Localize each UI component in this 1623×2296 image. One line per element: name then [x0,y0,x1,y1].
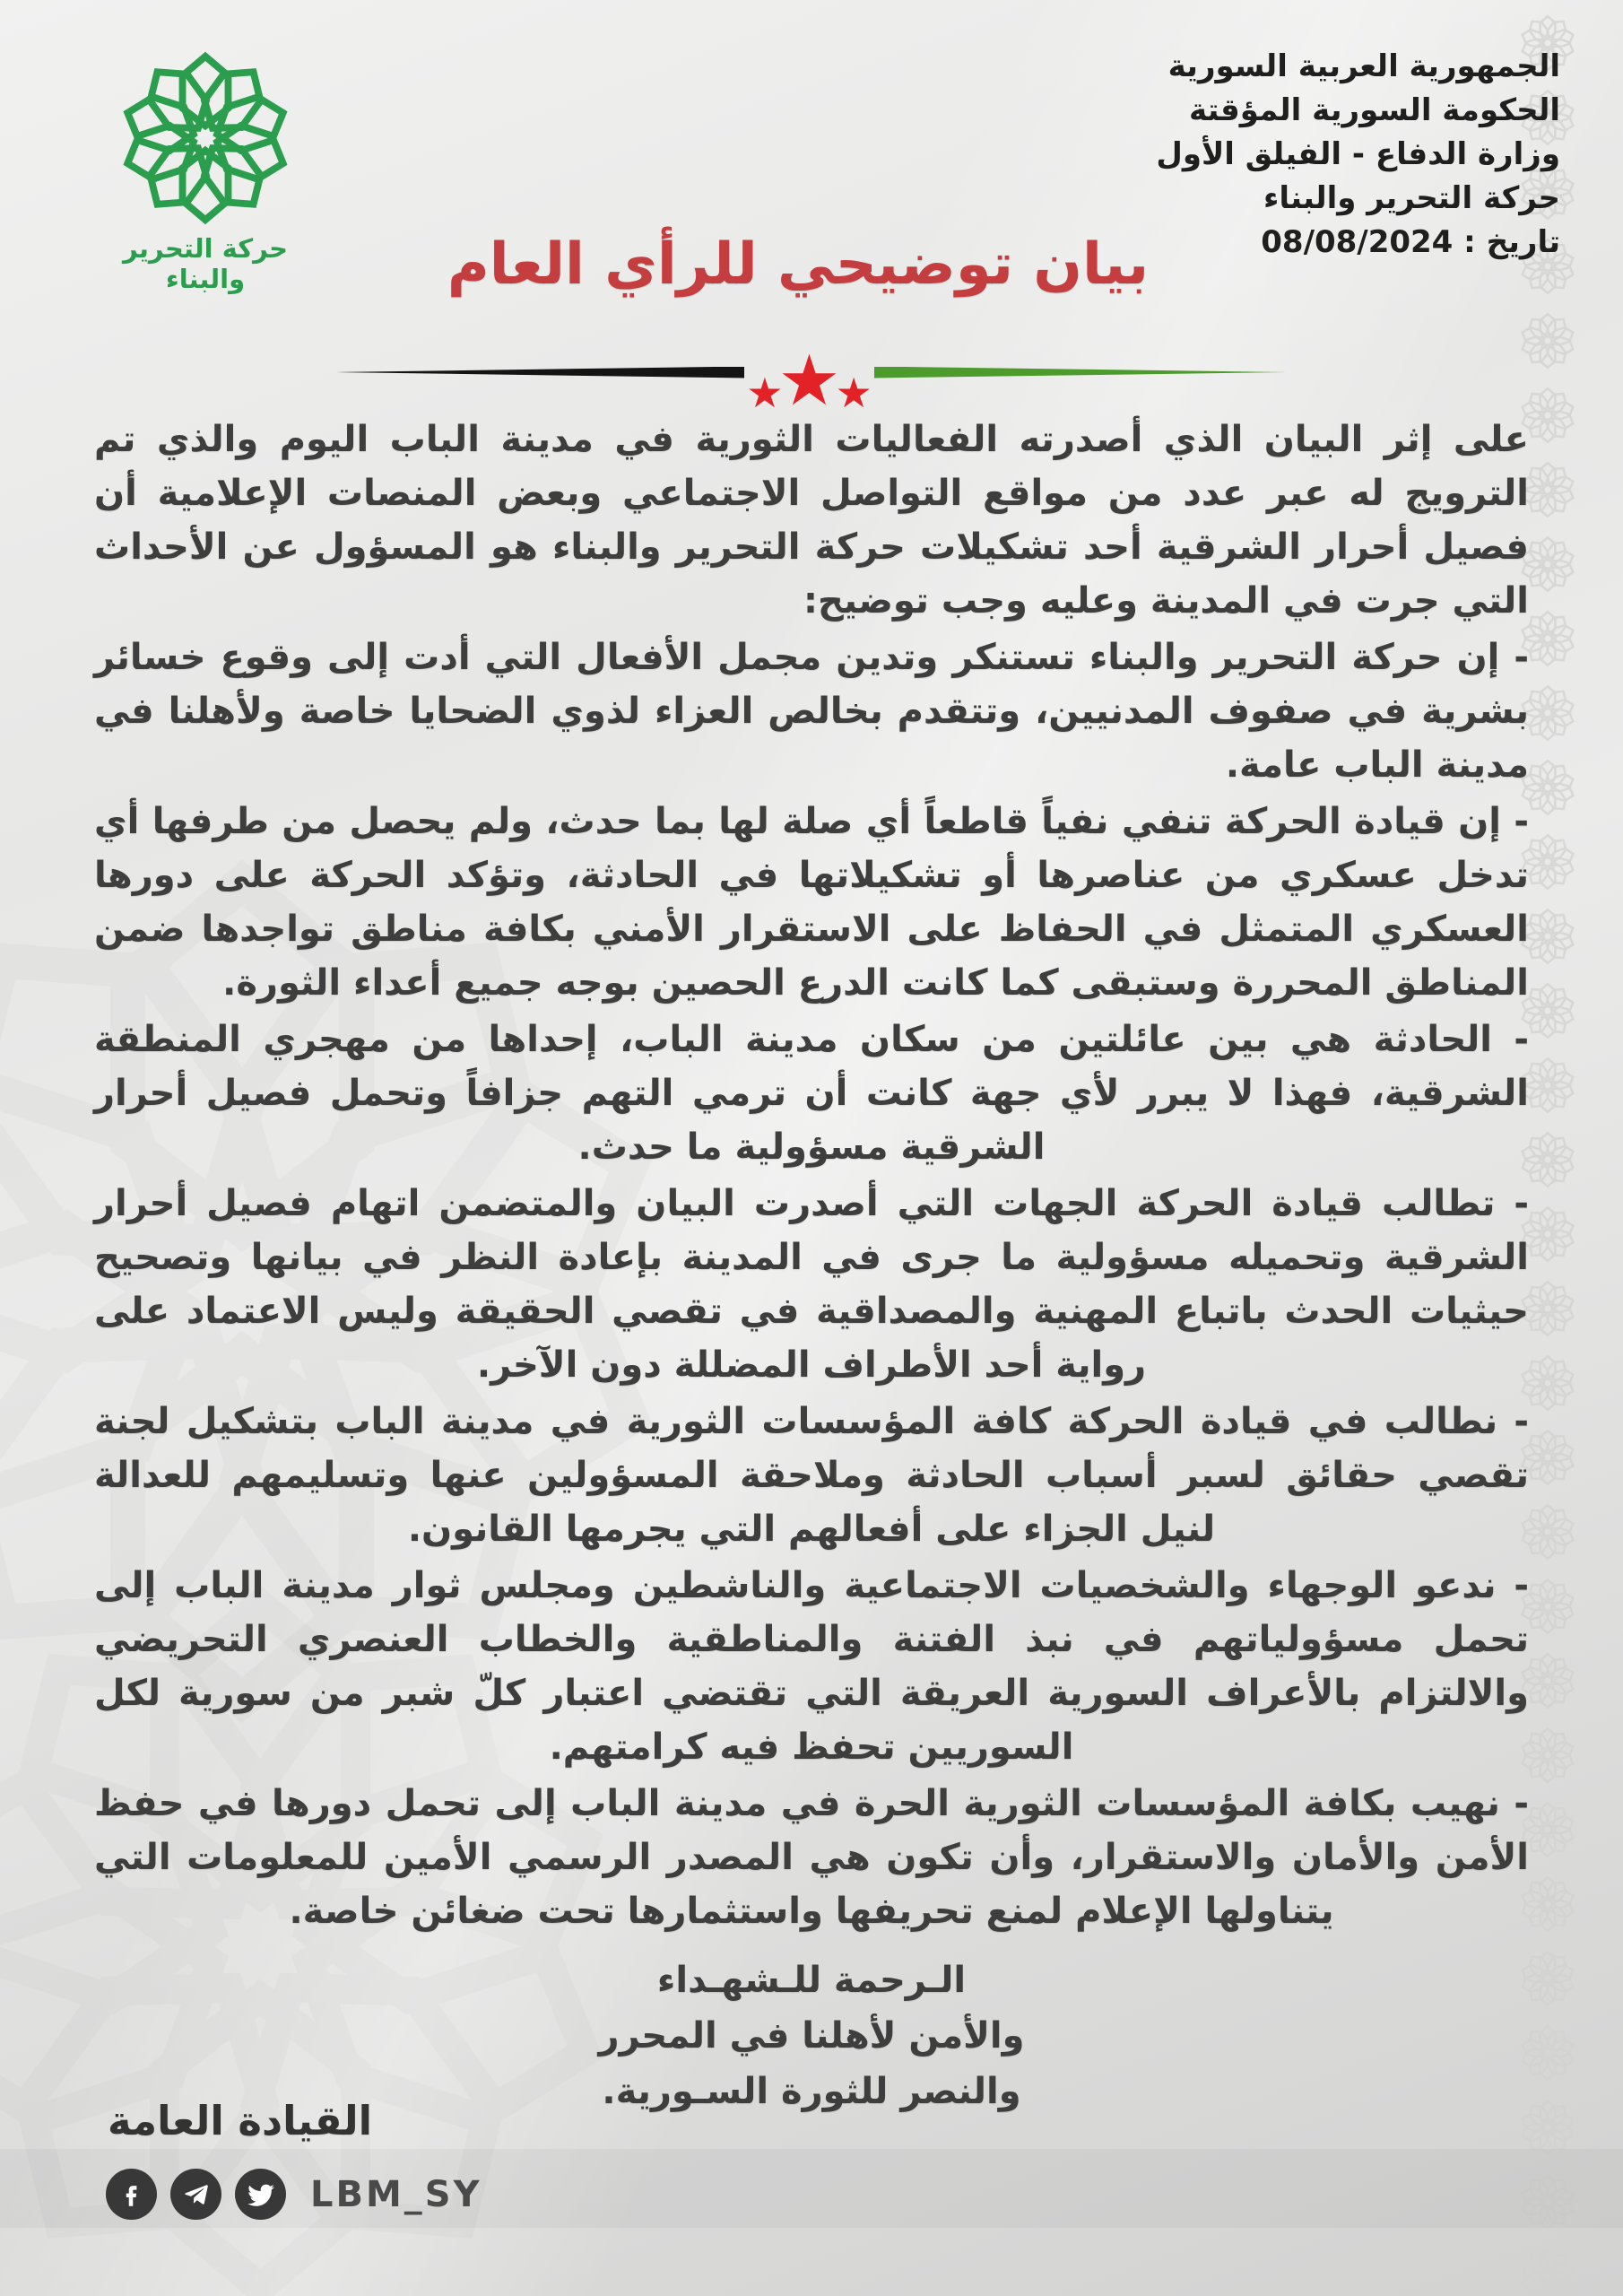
green-taper-line [874,367,1287,378]
flag-divider [0,334,1623,422]
facebook-icon[interactable] [106,2169,157,2220]
red-stars-ornament [746,340,872,422]
star-icon: ★ [777,340,841,422]
statement-body [94,413,1529,2119]
closing-lines [94,1952,1529,2119]
star-icon: ★ [746,369,784,417]
bullet-paragraph: - نطالب في قيادة الحركة كافة المؤسسات الثورية في مدينة الباب بتشكيل لجنة تقصي حقائق لسبر أسباب الحادثة وملاحقة المسؤولين عنها وتسليمهم للعدالة لنيل الجزاء على أفعالهم التي يجرمها القانون. [94,1401,1529,1550]
bullet-paragraph: - إن قيادة الحركة تنفي نفياً قاطعاً أي صلة لها بما حدث، ولم يحصل من طرفها أي تدخل عسكري من عناصرها أو تشكيلاتها في الحادثة، وتؤكد الحركة على دورها العسكري المتمثل في الحفاظ على الاستقرار الأمني بكافة مناطق تواجدها ضمن المناطق المحررة وستبقى كما كانت الدرع الحصين بوجه جميع أعداء الثورة. [94,801,1529,1004]
social-media-row [106,2169,482,2220]
page-title: بيان توضيحي للرأي العام [447,231,1150,298]
closing-line-martyrs: الـرحمة للـشهـداء [656,1960,967,2001]
closing-line-victory: والنصر للثورة السـورية. [602,2071,1021,2112]
telegram-icon[interactable] [170,2169,221,2220]
bullet-paragraph: - إن حركة التحرير والبناء تستنكر وتدين مجمل الأفعال التي أدت إلى وقوع خسائر بشرية في صفوف المدنيين، وتتقدم بخالص العزاء لذوي الضحايا خاصة ولأهلنا في مدينة الباب عامة. [94,637,1529,786]
social-handle: LBM_SY [310,2173,482,2215]
closing-line-safety: والأمن لأهلنا في المحرر [598,2015,1025,2057]
rosette-logo-icon [93,50,317,226]
bullet-paragraph: - نهيب بكافة المؤسسات الثورية الحرة في مدينة الباب إلى تحمل دورها في حفظ الأمن والأمان والاستقرار، وأن تكون هي المصدر الرسمي الأمين للمعلومات التي يتناولها الإعلام لمنع تحريفها واستثمارها تحت ضغائن خاصة. [94,1783,1529,1932]
letterhead-date: تاريخ : 08/08/2024 [1261,224,1560,260]
bullet-paragraph: - الحادثة هي بين عائلتين من سكان مدينة الباب، إحداها من مهجري المنطقة الشرقية، فهذا لا يبرر لأي جهة كانت أن ترمي التهم جزافاً وتحمل فصيل أحرار الشرقية مسؤولية ما حدث. [94,1019,1529,1168]
intro-paragraph: على إثر البيان الذي أصدرته الفعاليات الثورية في مدينة الباب اليوم والذي تم الترويج له عبر عدد من مواقع التواصل الاجتماعي وبعض المنصات الإعلامية أن فصيل أحرار الشرقية أحد تشكيلات حركة التحرير والبناء هو المسؤول عن الأحداث التي جرت في المدينة وعليه وجب توضيح: [94,419,1529,622]
bullet-paragraph: - ندعو الوجهاء والشخصيات الاجتماعية والناشطين ومجلس ثوار مدينة الباب إلى تحمل مسؤولياتهم في نبذ الفتنة والمناطقية والخطاب العنصري التحريضي والالتزام بالأعراف السورية العريقة التي تقتضي اعتبار كلّ شبر من سورية لكل السوريين تحفظ فيه كرامتهم. [94,1565,1529,1768]
twitter-icon[interactable] [235,2169,286,2220]
letterhead-line-movement: حركة التحرير والبناء [1263,180,1560,216]
letterhead-line-ministry: وزارة الدفاع - الفيلق الأول [1156,136,1560,172]
logo-label: حركة التحرير والبناء [122,233,289,294]
letterhead-line-government: الحكومة السورية المؤقتة [1189,92,1560,128]
black-taper-line [336,367,744,378]
letterhead-line-republic: الجمهورية العربية السورية [1167,48,1560,84]
bullet-paragraph: - تطالب قيادة الحركة الجهات التي أصدرت البيان والمتضمن اتهام فصيل أحرار الشرقية وتحميله مسؤولية ما جرى في المدينة بإعادة النظر في بيانها وتصحيح حيثيات الحدث باتباع المهنية والمصداقية في تقصي الحقيقة وليس الاعتماد على رواية أحد الأطراف المضللة دون الآخر. [94,1183,1529,1386]
star-icon: ★ [835,369,872,417]
signature-general-command: القيادة العامة [108,2097,373,2144]
